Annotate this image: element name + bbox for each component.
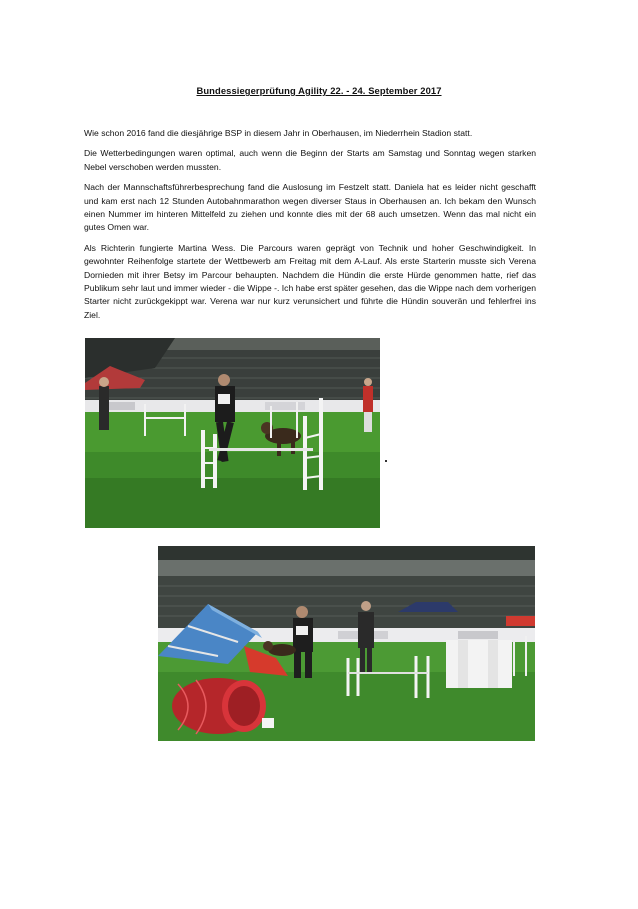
stray-dot [385, 460, 387, 462]
document-title: Bundessiegerprüfung Agility 22. - 24. September 2017 [196, 85, 442, 96]
paragraph-3: Nach der Mannschaftsführerbesprechung fand die Auslosung im Festzelt statt. Daniela hat es leider nicht geschafft und kam erst nach 12 Stunden Autobahnmarathon wegen diverser Staus in Oberhausen an. Ich bekam den Wunsch einen Nummer im hinteren Mittelfeld zu ziehen und konnte dies mit der 68 auch umsetzen. Wenn das mal nicht ein gutes Omen war. [84, 182, 536, 233]
agility-photo-1 [85, 338, 380, 528]
agility-photo-2 [158, 546, 535, 741]
document-body [84, 127, 536, 329]
paragraph-4: Als Richterin fungierte Martina Wess. Die Parcours waren geprägt von Technik und hoher Geschwindigkeit. In gewohnter Reihenfolge startete der Wettbewerb am Freitag mit dem A-Lauf. Als erste Starterin musste sich Verena Dornieden mit ihrer Betsy im Parcour behaupten. Nachdem die Hündin die erste Hürde genommen hatte, rief das Publikum sehr laut und immer wieder - die Wippe -. Ich habe erst später gesehen, das die Wippe nach dem vorherigen Starter nicht zurückgekippt war. Verena war nur kurz verunsichert und führte die Hündin souverän und fehlerfrei ins Ziel. [84, 242, 536, 320]
agility-photo-2-image [158, 546, 535, 741]
agility-photo-1-image [85, 338, 380, 528]
paragraph-2: Die Wetterbedingungen waren optimal, auch wenn die Beginn der Starts am Samstag und Sonntag wegen starken Nebel verschoben werden mussten. [84, 148, 536, 172]
paragraph-1: Wie schon 2016 fand die diesjährige BSP in diesem Jahr in Oberhausen, im Niederrhein Stadion statt. [84, 128, 473, 138]
